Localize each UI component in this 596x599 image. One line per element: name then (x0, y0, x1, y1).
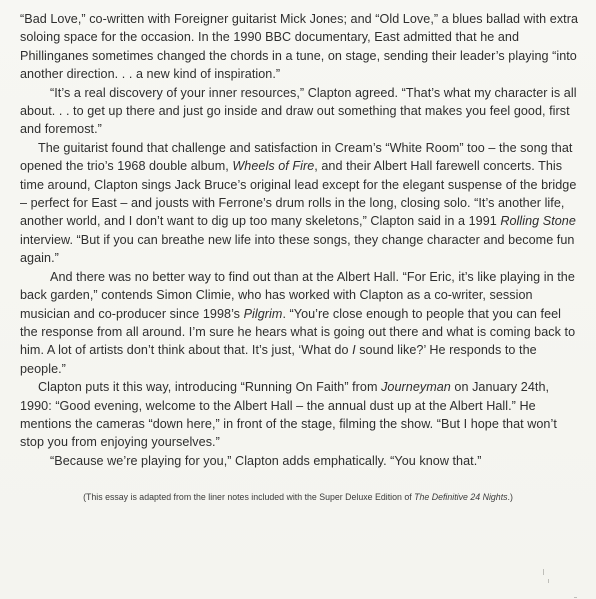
text-run: (This essay is adapted from the liner notes included with the Super Deluxe Edition of (83, 492, 415, 502)
text-run: sound like?’ He responds to the people.” (20, 343, 537, 376)
essay-paragraph (20, 139, 580, 268)
print-speck (543, 569, 544, 575)
text-run: , and their Albert Hall farewell concerts. This time around, Clapton sings Jack Bruce’s original lead except for the elegant suspense of the bridge – perfect for East – and jousts with Ferrone’s drum rolls in the long, closing solo. “It’s another life, another world, and I don’t want to dig up too many skeletons,” Clapton said in a 1991 (20, 159, 577, 229)
essay-text (20, 10, 580, 470)
italic-title: Journeyman (381, 380, 451, 395)
print-speck (574, 597, 577, 598)
text-run: Clapton puts it this way, introducing “Running On Faith” from (38, 380, 382, 395)
essay-paragraph (20, 268, 580, 378)
print-speck (548, 579, 549, 583)
text-run: on January 24th, 1990: “Good evening, welcome to the Albert Hall – the annual dust up at the Albert Hall.” He mentions the cameras “down here,” in front of the stage, filming the show. “But I hope that won’t stop you from enjoying yourselves.” (20, 380, 557, 450)
essay-paragraph (20, 378, 580, 452)
text-run: .) (507, 492, 513, 502)
italic-title: Rolling Stone (500, 214, 576, 229)
essay-paragraph (20, 452, 580, 470)
text-run: “Because we’re playing for you,” Clapton adds emphatically. “You know that.” (50, 453, 482, 468)
italic-title: Wheels of Fire (232, 159, 315, 174)
text-run: interview. “But if you can breathe new life into these songs, they change character and become fun again.” (20, 232, 575, 266)
source-note (20, 492, 576, 502)
italic-title: I (352, 343, 356, 358)
text-run: . “You’re close enough to people that you can feel the response from all around. I’m sure he hears what is going out there and what is coming back to him. A lot of artists don’t think about that. It’s just, ‘What do (20, 306, 576, 358)
italic-title: The Definitive 24 Nights (414, 492, 508, 502)
essay-paragraph (20, 10, 580, 84)
text-run: “Bad Love,” co-written with Foreigner guitarist Mick Jones; and “Old Love,” a blues ballad with extra soloing space for the occasion. In the 1990 BBC documentary, East admitted that he and Phillinganes sometimes changed the chords in a tune, on stage, sending their leader’s playing “into another direction. . . a new kind of inspiration.” (20, 12, 579, 82)
text-run: The guitarist found that challenge and satisfaction in Cream’s “White Room” too – the song that opened the trio’s 1968 double album, (20, 140, 573, 174)
italic-title: Pilgrim (243, 306, 283, 321)
essay-paragraph (20, 84, 580, 139)
text-run: And there was no better way to find out than at the Albert Hall. “For Eric, it’s like playing in the back garden,” contends Simon Climie, who has worked with Clapton as a co-writer, session musician and co-producer since 1998’s (20, 269, 575, 321)
text-run: “It’s a real discovery of your inner resources,” Clapton agreed. “That’s what my character is all about. . . to get up there and just go inside and draw out something that makes you feel good, first and foremost.” (20, 85, 577, 137)
